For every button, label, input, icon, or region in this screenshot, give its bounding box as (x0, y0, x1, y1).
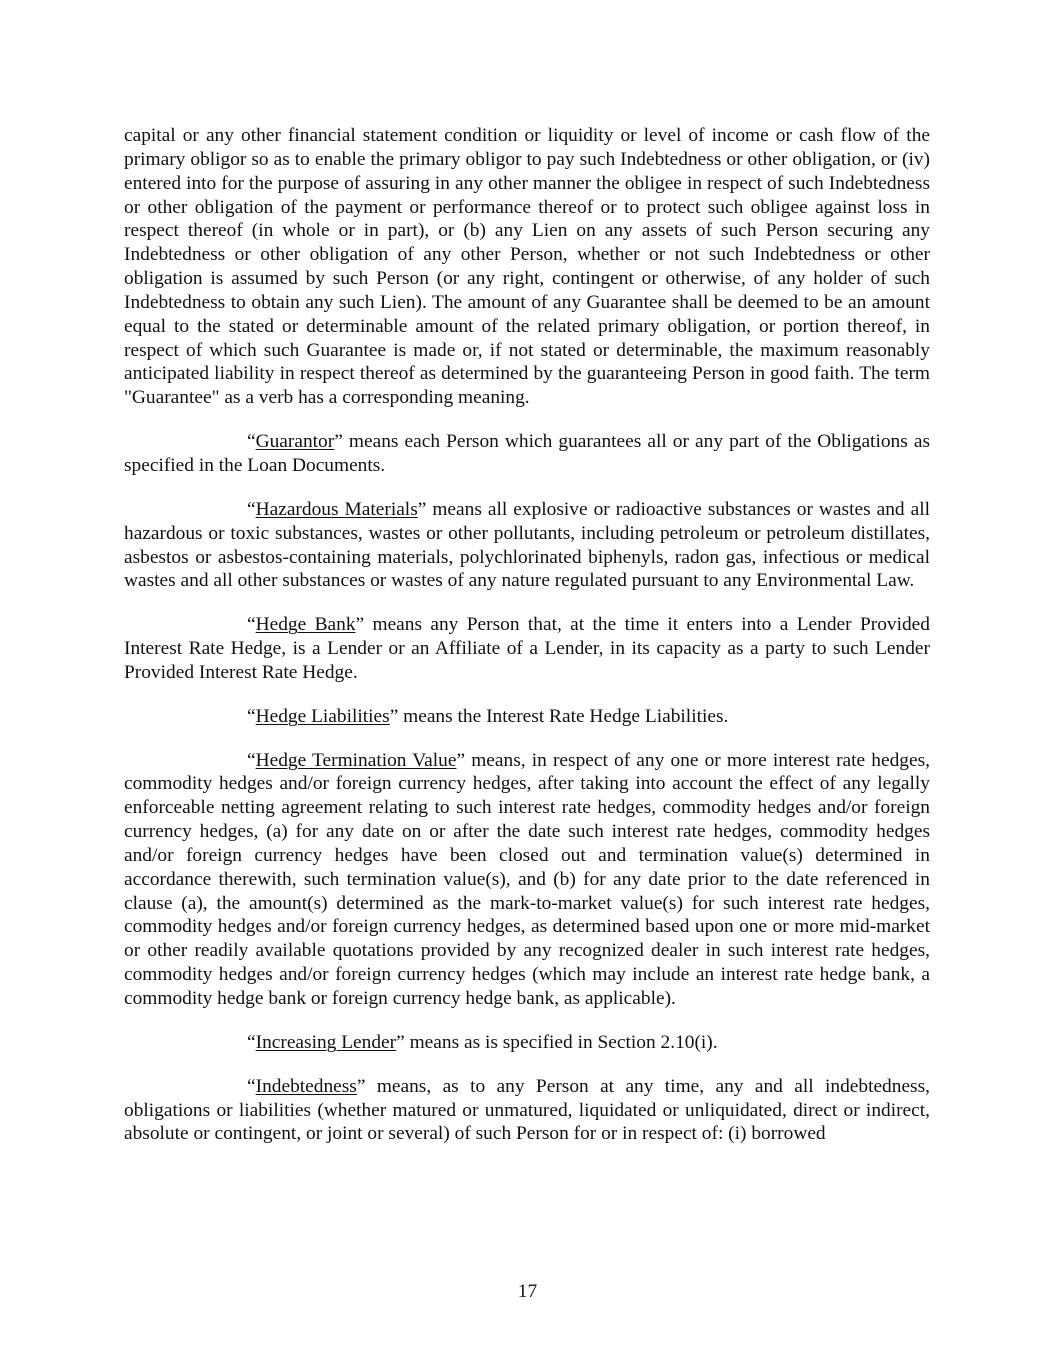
definition-hedge-bank (124, 613, 930, 685)
definition-text: ” means any Person that, at the time it enters into a Lender Provided Interest Rate Hedge, is a Lender or an Affiliate of a Lender, in its capacity as a party to such Lender Provided Interest Rate Hedge. (124, 614, 930, 683)
open-quote: “ (247, 705, 256, 727)
definition-hedge-liabilities (124, 705, 930, 729)
definition-increasing-lender (124, 1031, 930, 1055)
defined-term: Guarantor (255, 431, 335, 453)
definition-indebtedness (124, 1075, 930, 1147)
definition-hazardous-materials (124, 498, 930, 593)
definition-text: ” means all explosive or radioactive substances or wastes and all hazardous or toxic substances, wastes or other pollutants, including petroleum or petroleum distillates, asbestos or asbestos-containing materials, polychlorinated biphenyls, radon gas, infectious or medical wastes and all other substances or wastes of any nature regulated pursuant to any Environmental Law. (124, 498, 930, 592)
defined-term: Increasing Lender (255, 1031, 397, 1053)
definition-guarantor (124, 430, 930, 478)
defined-term: Hedge Bank (255, 614, 356, 636)
defined-term: Indebtedness (255, 1075, 357, 1097)
definition-text: ” means as is specified in Section 2.10(i). (396, 1031, 718, 1053)
definition-text: ” means, in respect of any one or more interest rate hedges, commodity hedges and/or foreign currency hedges, after taking into account the effect of any legally enforceable netting agreement relating to such interest rate hedges, commodity hedges and/or foreign currency hedges, (a) for any date on or after the date such interest rate hedges, commodity hedges and/or foreign currency hedges have been closed out and termination value(s) determined in accordance therewith, such termination value(s), and (b) for any date prior to the date referenced in clause (a), the amount(s) determined as the mark-to-market value(s) for such interest rate hedges, commodity hedges and/or foreign currency hedges, as determined based upon one or more mid-market or other readily available quotations provided by any recognized dealer in such interest rate hedges, commodity hedges and/or foreign currency hedges (which may include an interest rate hedge bank, a commodity hedge bank or foreign currency hedge bank, as applicable). (124, 749, 930, 1009)
open-quote: “ (247, 498, 256, 520)
defined-term: Hedge Liabilities (255, 705, 390, 727)
open-quote: “ (247, 1075, 256, 1097)
open-quote: “ (247, 749, 256, 771)
definition-text: ” means the Interest Rate Hedge Liabilities. (389, 705, 729, 727)
document-page (124, 124, 930, 1166)
page-number: 17 (517, 1281, 538, 1302)
continuation-paragraph: capital or any other financial statement condition or liquidity or level of income or cash flow of the primary obligor so as to enable the primary obligor to pay such Indebtedness or other obligation, or (iv) entered into for the purpose of assuring in any other manner the obligee in respect of such Indebtedness or other obligation of the payment or performance thereof or to protect such obligee against loss in respect thereof (in whole or in part), or (b) any Lien on any assets of such Person securing any Indebtedness or other obligation of any other Person, whether or not such Indebtedness or other obligation is assumed by such Person (or any right, contingent or otherwise, of any holder of such Indebtedness to obtain any such Lien). The amount of any Guarantee shall be deemed to be an amount equal to the stated or determinable amount of the related primary obligation, or portion thereof, in respect of which such Guarantee is made or, if not stated or determinable, the maximum reasonably anticipated liability in respect thereof as determined by the guaranteeing Person in good faith. The term "Guarantee" as a verb has a corresponding meaning. (124, 125, 930, 409)
definition-hedge-termination-value (124, 749, 930, 1011)
open-quote: “ (247, 431, 256, 453)
open-quote: “ (247, 1031, 256, 1053)
definition-text: ” means each Person which guarantees all or any part of the Obligations as specified in the Loan Documents. (124, 431, 930, 476)
definition-text: ” means, as to any Person at any time, any and all indebtedness, obligations or liabilities (whether matured or unmatured, liquidated or unliquidated, direct or indirect, absolute or contingent, or joint or several) of such Person for or in respect of: (i) borrowed (124, 1075, 930, 1145)
defined-term: Hedge Termination Value (255, 749, 457, 771)
defined-term: Hazardous Materials (255, 498, 418, 520)
open-quote: “ (247, 614, 256, 636)
